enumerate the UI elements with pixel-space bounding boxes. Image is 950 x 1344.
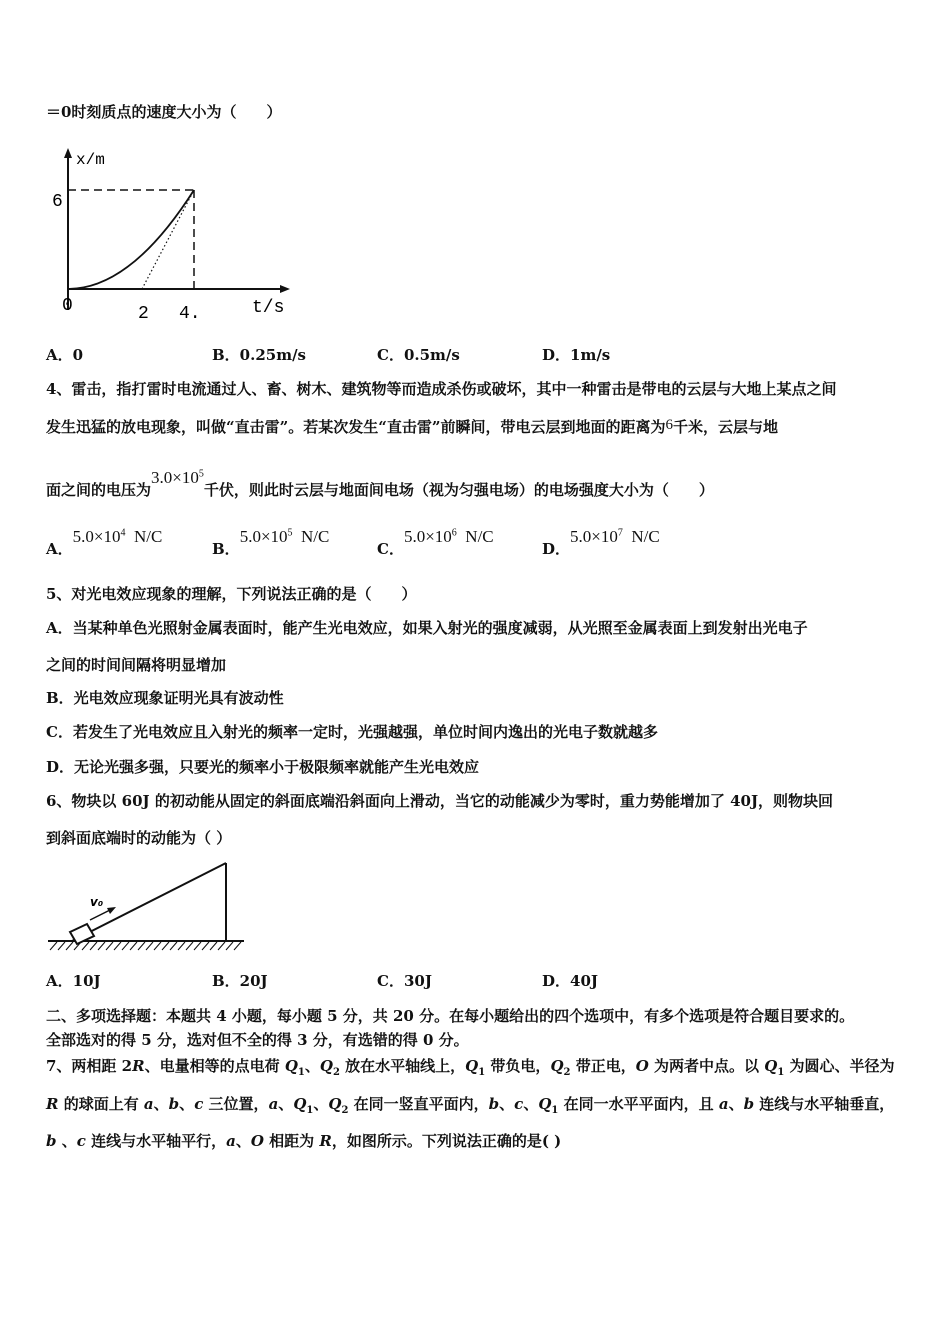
q4-option-b-label: B． [212, 540, 240, 558]
q4-option-b-base: 5.0×10 [239, 527, 288, 546]
q7-t13: 、 [278, 1095, 294, 1113]
q6-option-b[interactable]: B．20J [212, 972, 268, 990]
q7-Q1c: Q [764, 1057, 778, 1075]
q4-option-b-unit: N/C [301, 527, 330, 546]
q7-Q2c: Q [328, 1095, 342, 1113]
y-axis-label: x/m [76, 151, 105, 169]
q7-line-3 [46, 1130, 561, 1151]
q5-option-d[interactable]: D．无论光强多强，只要光的频率小于极限频率就能产生光电效应 [46, 758, 480, 776]
q7-Q1d: Q [293, 1095, 307, 1113]
x-tick-4: 4. [179, 304, 201, 324]
q7-b3: b [743, 1095, 755, 1113]
q4-line-2 [46, 416, 778, 437]
q6-option-a[interactable]: A．10J [46, 972, 101, 990]
q7-t7: 为两者中点。以 [648, 1057, 765, 1075]
q4-line-2b: 千米，云层与地 [673, 418, 779, 436]
q7-line-1 [46, 1055, 895, 1078]
q7-t19: 、 [728, 1095, 744, 1113]
q7-a2: a [268, 1095, 279, 1113]
q7-Q1e: Q [538, 1095, 552, 1113]
q7-Q2a: Q [319, 1057, 333, 1075]
q7-t4: 放在水平轴线上， [339, 1057, 466, 1075]
q3-option-c[interactable]: C．0.5m/s [377, 346, 460, 364]
q6-line-2: 到斜面底端时的动能为（ ） [46, 829, 232, 847]
q3-xt-graph [46, 140, 296, 325]
q6-option-d[interactable]: D．40J [542, 972, 598, 990]
q7-c3: c [76, 1132, 86, 1150]
q7-O1: O [635, 1057, 649, 1075]
q7-t6: 带正电， [570, 1057, 636, 1075]
q7-t1: 7、两相距 2 [46, 1057, 133, 1075]
q7-t8: 为圆心、半径为 [784, 1057, 895, 1075]
q7-t2: 、电量相等的点电荷 [144, 1057, 285, 1075]
q4-distance-value: 6 [665, 417, 674, 433]
y-tick-6: 6 [52, 192, 63, 212]
q4-line-1: 4、雷击，指打雷时电流通过人、畜、树木、建筑物等而造成杀伤或破坏，其中一种雷击是带电的云层与大地上某点之间 [46, 380, 837, 398]
q5-stem: 5、对光电效应现象的理解，下列说法正确的是（ ） [46, 585, 417, 603]
q6-line-1: 6、物块以 60J 的初动能从固定的斜面底端沿斜面向上滑动，当它的动能减少为零时，重力势能增加了 40J，则物块回 [46, 792, 834, 810]
q7-a4: a [226, 1132, 236, 1150]
velocity-label: v₀ [90, 895, 104, 909]
q3-option-a[interactable]: A．0 [46, 346, 84, 364]
q4-option-d-unit: N/C [631, 527, 660, 546]
q7-Q2b: Q [550, 1057, 564, 1075]
q7-line-2 [46, 1093, 894, 1116]
q7-t21: 、 [56, 1132, 77, 1150]
q7-t20: 连线与水平轴垂直， [754, 1095, 895, 1113]
q4-option-c[interactable] [377, 526, 494, 558]
q7-c1: c [194, 1095, 204, 1113]
x-axis-label: t/s [252, 298, 285, 318]
q7-t11: 、 [179, 1095, 195, 1113]
q4-option-d-value [570, 527, 660, 546]
q4-option-a-base: 5.0×10 [72, 527, 121, 546]
y-axis-arrow [64, 148, 72, 158]
tangent-dotted [142, 190, 194, 289]
q3-option-d[interactable]: D．1m/s [542, 346, 611, 364]
q7-t17: 、 [523, 1095, 539, 1113]
q7-t16: 、 [499, 1095, 515, 1113]
q7-sub1c: 1 [777, 1067, 785, 1078]
q4-option-c-unit: N/C [465, 527, 494, 546]
q7-sub2a: 2 [332, 1067, 340, 1078]
q4-option-b-exp: 5 [287, 527, 293, 539]
q7-t25: ，如图所示。下列说法正确的是( ) [331, 1132, 562, 1150]
q4-option-d-label: D． [542, 540, 571, 558]
q7-R3: R [319, 1132, 332, 1150]
q4-line-2a: 发生迅猛的放电现象，叫做“直击雷”。若某次发生“直击雷”前瞬间，带电云层到地面的距离为 [46, 418, 666, 436]
q7-R1: R [132, 1057, 145, 1075]
q7-sub1b: 1 [478, 1067, 486, 1078]
x-tick-2: 2 [138, 304, 149, 324]
q4-option-a-exp: 4 [120, 527, 126, 539]
q7-sub2c: 2 [341, 1105, 349, 1116]
q5-option-a-line-2[interactable]: 之间的时间间隔将明显增加 [46, 656, 227, 674]
q4-voltage-base: 3.0×10 [151, 468, 199, 487]
parabola-curve [68, 190, 194, 289]
q4-line-3b: 千伏，则此时云层与地面间电场（视为匀强电场）的电场强度大小为（ ） [203, 481, 714, 499]
q7-O2: O [250, 1132, 264, 1150]
q4-option-c-label: C． [377, 540, 404, 558]
q7-sub1a: 1 [297, 1067, 305, 1078]
q5-option-a-line-1[interactable]: A．当某种单色光照射金属表面时，能产生光电效应，如果入射光的强度减弱，从光照至金属表面上到发射出光电子 [46, 619, 808, 637]
q5-option-c[interactable]: C．若发生了光电效应且入射光的频率一定时，光强越强，单位时间内逸出的光电子数就越多 [46, 723, 658, 741]
q7-t23: 、 [235, 1132, 251, 1150]
q4-option-a[interactable] [46, 526, 163, 558]
q4-option-d[interactable] [542, 526, 660, 558]
q4-option-c-base: 5.0×10 [403, 527, 452, 546]
q7-sub1e: 1 [551, 1105, 559, 1116]
q4-option-b[interactable] [212, 526, 330, 558]
q3-stem-tail: ＝0时刻质点的速度大小为（ ） [46, 103, 282, 121]
q7-Q1a: Q [284, 1057, 298, 1075]
section2-line-1: 二、多项选择题：本题共 4 小题，每小题 5 分，共 20 分。在每小题给出的四个选项中，有多个选项是符合题目要求的。 [46, 1007, 855, 1025]
q3-option-b[interactable]: B．0.25m/s [212, 346, 307, 364]
x-axis-arrow [280, 285, 290, 293]
q4-option-a-unit: N/C [133, 527, 163, 546]
q7-a1: a [143, 1095, 154, 1113]
q4-voltage-value [151, 468, 204, 487]
q7-sub1d: 1 [306, 1105, 314, 1116]
q7-t3: 、 [304, 1057, 320, 1075]
q6-option-c[interactable]: C．30J [377, 972, 432, 990]
q7-t5: 带负电， [485, 1057, 551, 1075]
q7-t10: 、 [153, 1095, 169, 1113]
q4-line-3a: 面之间的电压为 [46, 481, 152, 499]
q5-option-b[interactable]: B．光电效应现象证明光具有波动性 [46, 689, 284, 707]
q7-b2: b [488, 1095, 500, 1113]
q4-voltage-exp: 5 [198, 468, 204, 480]
q7-b4: b [46, 1132, 57, 1150]
q4-option-a-value [73, 527, 163, 546]
q6-incline-figure [46, 858, 251, 958]
q7-c2: c [514, 1095, 524, 1113]
q7-a3: a [718, 1095, 729, 1113]
q4-option-d-exp: 7 [617, 527, 623, 539]
q4-option-a-label: A． [46, 540, 73, 558]
q4-option-b-value [240, 527, 330, 546]
q7-b1: b [168, 1095, 180, 1113]
q7-sub2b: 2 [563, 1067, 571, 1078]
section2-line-2: 全部选对的得 5 分，选对但不全的得 3 分，有选错的得 0 分。 [46, 1031, 469, 1049]
q4-option-c-value [404, 527, 494, 546]
origin-label: 0 [62, 296, 73, 316]
q7-t14: 、 [313, 1095, 329, 1113]
q7-t22: 连线与水平轴平行， [85, 1132, 227, 1150]
q4-option-c-exp: 6 [451, 527, 457, 539]
q7-t24: 相距为 [263, 1132, 320, 1150]
q7-R2: R [46, 1095, 59, 1113]
q7-t15: 在同一竖直平面内， [348, 1095, 489, 1113]
q7-t9: 的球面上有 [58, 1095, 144, 1113]
q4-option-d-base: 5.0×10 [570, 527, 618, 546]
velocity-arrowhead [107, 907, 116, 914]
q7-t18: 在同一水平平面内，且 [558, 1095, 719, 1113]
q7-Q1b: Q [465, 1057, 479, 1075]
q7-t12: 三位置， [203, 1095, 269, 1113]
